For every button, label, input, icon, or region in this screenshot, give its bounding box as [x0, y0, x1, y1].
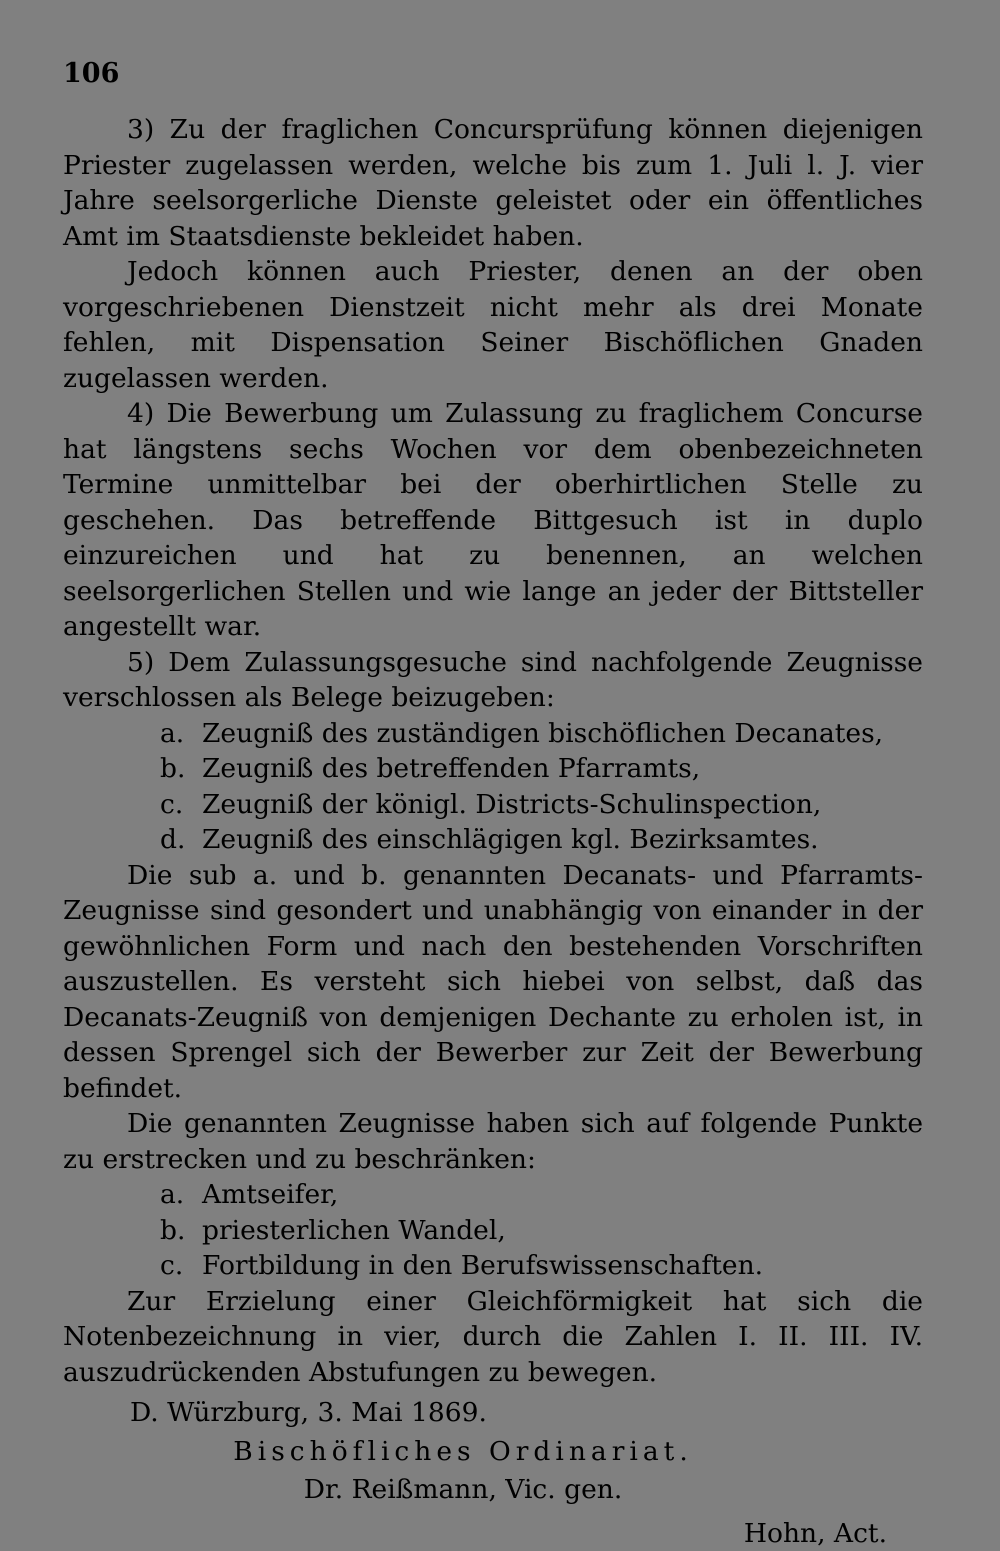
certificate-list — [63, 716, 923, 858]
paragraph-4-application: 4) Die Bewerbung um Zulassung zu fraglichem Concurse hat längstens sechs Wochen vor dem obenbezeichneten Termine unmittelbar bei der oberhirtlichen Stelle zu geschehen. Das betreffende Bittgesuch ist in duplo einzureichen und hat zu benennen, an welchen seelsorgerlichen Stellen und wie lange an jeder der Bittsteller angestellt war. — [63, 396, 923, 645]
points-list — [63, 1177, 923, 1284]
paragraph-3-eligibility: 3) Zu der fraglichen Concursprüfung können diejenigen Priester zugelassen werden, welche bis zum 1. Juli l. J. vier Jahre seelsorgerliche Dienste geleistet oder ein öffentliches Amt im Staatsdienste bekleidet haben. — [63, 112, 923, 254]
list-marker: a. — [160, 1177, 202, 1213]
list-item — [63, 1248, 923, 1284]
list-text: Zeugniß des einschlägigen kgl. Bezirksamtes. — [202, 824, 819, 855]
list-marker: a. — [160, 716, 202, 752]
list-marker: c. — [160, 1248, 202, 1284]
list-item — [63, 787, 923, 823]
list-text: Zeugniß des betreffenden Pfarramts, — [202, 753, 700, 784]
signature-office: Bischöfliches Ordinariat. — [63, 1434, 923, 1470]
list-item — [63, 1177, 923, 1213]
page-number: 106 — [63, 58, 119, 89]
paragraph-dispensation: Jedoch können auch Priester, denen an der oben vorgeschriebenen Dienstzeit nicht mehr als drei Monate fehlen, mit Dispensation Seiner Bischöflichen Gnaden zugelassen werden. — [63, 254, 923, 396]
list-item — [63, 822, 923, 858]
signature-clerk: Hohn, Act. — [63, 1516, 923, 1551]
list-marker: b. — [160, 1213, 202, 1249]
list-marker: c. — [160, 787, 202, 823]
list-marker: b. — [160, 751, 202, 787]
place-date: D. Würzburg, 3. Mai 1869. — [63, 1395, 923, 1431]
list-text: Zeugniß der königl. Districts-Schulinspection, — [202, 789, 821, 820]
list-marker: d. — [160, 822, 202, 858]
list-text: priesterlichen Wandel, — [202, 1215, 506, 1246]
paragraph-5-certificates: 5) Dem Zulassungsgesuche sind nachfolgende Zeugnisse verschlossen als Belege beizugeben: — [63, 645, 923, 716]
paragraph-certificate-form: Die sub a. und b. genannten Decanats- und Pfarramts-Zeugnisse sind gesondert und unabhängig von einander in der gewöhnlichen Form und nach den bestehenden Vorschriften auszustellen. Es versteht sich hiebei von selbst, daß das Decanats-Zeugniß von demjenigen Dechante zu erholen ist, in dessen Sprengel sich der Bewerber zur Zeit der Bewerbung befindet. — [63, 858, 923, 1107]
list-text: Zeugniß des zuständigen bischöflichen Decanates, — [202, 718, 883, 749]
paragraph-grading: Zur Erzielung einer Gleichförmigkeit hat sich die Notenbezeichnung in vier, durch die Zahlen I. II. III. IV. auszudrückenden Abstufungen zu bewegen. — [63, 1284, 923, 1391]
list-item — [63, 1213, 923, 1249]
list-item — [63, 716, 923, 752]
list-text: Fortbildung in den Berufswissenschaften. — [202, 1250, 763, 1281]
paragraph-certificate-points: Die genannten Zeugnisse haben sich auf folgende Punkte zu erstrecken und zu beschränken: — [63, 1106, 923, 1177]
document-body — [63, 112, 923, 1551]
list-item — [63, 751, 923, 787]
signature-vicar: Dr. Reißmann, Vic. gen. — [63, 1472, 923, 1508]
list-text: Amtseifer, — [202, 1179, 338, 1210]
